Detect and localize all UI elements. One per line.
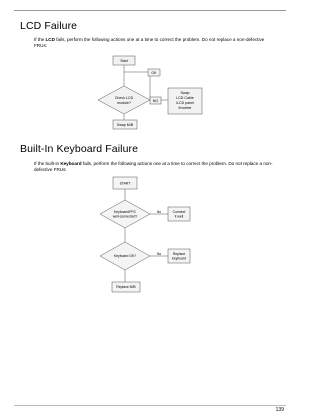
kb-start-label: START [119,181,131,186]
kb-replace-label-1: Replace [172,252,186,256]
footer-rule [14,405,286,406]
intro-text-rest: fails, perform the following actions one at a time to correct the problem. Do not replace a non-defective FRUs: [34,161,273,173]
intro-bold: Keyboard [60,161,82,166]
lcd-ng-label: NG [152,99,159,103]
lcd-swap-label-3: /LCD panel [176,101,194,105]
kb-connect-label-1: Connect [172,210,186,214]
lcd-swap-label-2: LCD Cable [176,96,194,100]
lcd-swap-label-4: /Inverter [178,106,192,110]
lcd-check-label-2: module? [117,101,131,105]
kb-check1-label-1: Keyboard/FPC [113,210,137,214]
lcd-swap-label-1: Swap [180,91,190,95]
kb-replace-label-2: keyboard [172,256,186,261]
lcd-swap-mb-label: Swap M/B [116,123,134,127]
kb-connect-label-2: it well [174,214,184,219]
lcd-check-label-1: Check LCD [114,96,134,100]
page-number: 139 [275,407,284,413]
intro-text: If the built-in [34,161,61,166]
intro-bold: LCD [45,37,55,42]
kb-replace-mb-label: Replace M/B [116,285,136,289]
lcd-start-label: Start [120,59,128,63]
intro-text-rest: fails, perform the following actions one at a time to correct the problem. Do not replace a non-defective FRUs: [34,37,265,49]
kb-check1-label-2: well-connected? [112,214,138,219]
keyboard-failure-title: Built-In Keyboard Failure [20,143,139,155]
lcd-failure-title: LCD Failure [20,20,78,32]
kb-no1-label: No [156,210,162,214]
lcd-ok-label: OK [151,71,157,75]
kb-check2-label: Keyboard OK? [113,254,137,258]
kb-no2-label: No [156,252,162,256]
intro-text: If the [34,37,46,42]
